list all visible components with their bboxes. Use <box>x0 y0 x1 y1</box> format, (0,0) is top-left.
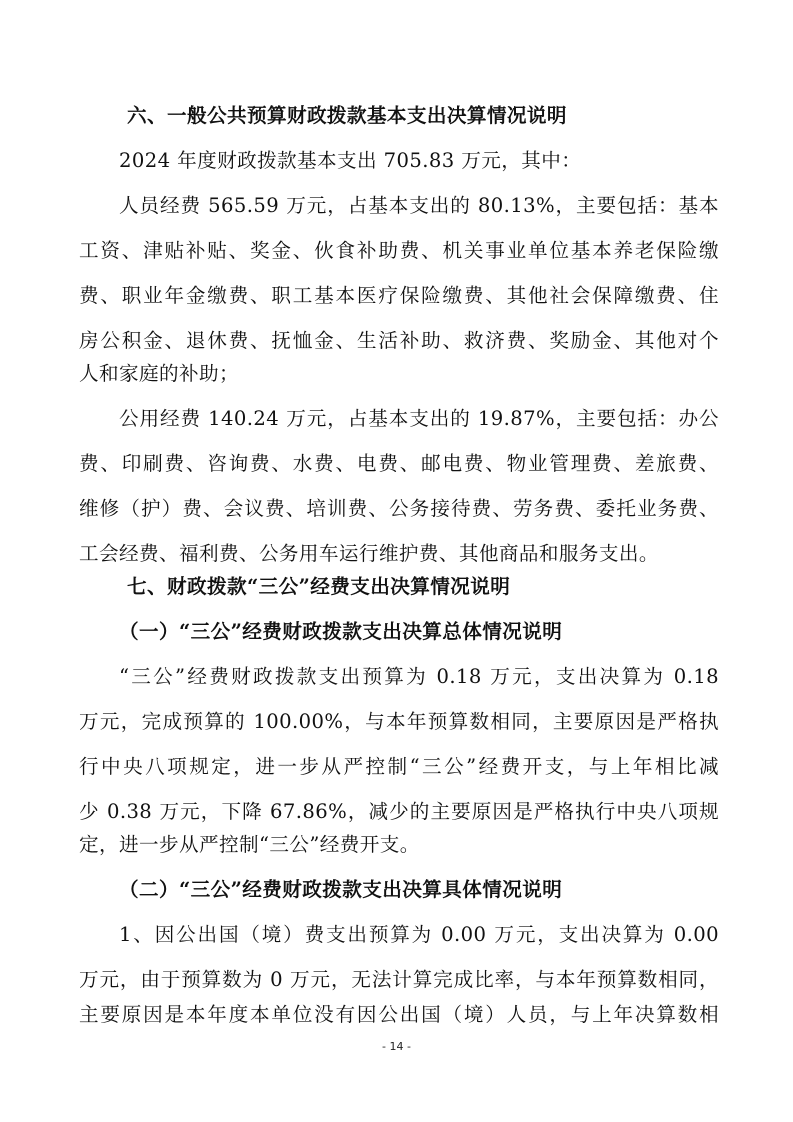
sub2-line-1: 1、因公出国（境）费支出预算为 0.00 万元，支出决算为 0.00 <box>119 923 719 946</box>
personnel-line-5: 人和家庭的补助； <box>79 362 239 385</box>
section-6-intro: 2024 年度财政拨款基本支出 705.83 万元，其中： <box>119 149 582 172</box>
personnel-line-1: 人员经费 565.59 万元，占基本支出的 80.13%，主要包括：基本 <box>119 194 719 217</box>
personnel-line-3: 费、职业年金缴费、职工基本医疗保险缴费、其他社会保障缴费、住 <box>79 284 719 307</box>
sub1-line-3: 行中央八项规定，进一步从严控制“三公”经费开支，与上年相比减 <box>79 755 719 778</box>
sub1-line-5: 定，进一步从严控制“三公”经费开支。 <box>79 833 420 856</box>
public-line-3: 维修（护）费、会议费、培训费、公务接待费、劳务费、委托业务费、 <box>79 497 719 520</box>
public-line-1: 公用经费 140.24 万元，占基本支出的 19.87%，主要包括：办公 <box>119 407 719 430</box>
sub1-line-2: 万元，完成预算的 100.00%，与本年预算数相同，主要原因是严格执 <box>79 710 719 733</box>
personnel-line-2: 工资、津贴补贴、奖金、伙食补助费、机关事业单位基本养老保险缴 <box>79 239 719 262</box>
sub2-line-3: 主要原因是本年度本单位没有因公出国（境）人员，与上年决算数相 <box>79 1003 719 1026</box>
public-line-2: 费、印刷费、咨询费、水费、电费、邮电费、物业管理费、差旅费、 <box>79 452 719 475</box>
section-7-sub1-heading: （一）“三公”经费财政拨款支出决算总体情况说明 <box>119 620 563 643</box>
public-line-4: 工会经费、福利费、公务用车运行维护费、其他商品和服务支出。 <box>79 542 659 565</box>
section-7-heading: 七、财政拨款“三公”经费支出决算情况说明 <box>127 575 511 598</box>
page-number: - 14 - <box>382 1040 411 1053</box>
sub1-line-4: 少 0.38 万元，下降 67.86%，减少的主要原因是严格执行中央八项规 <box>79 800 719 823</box>
sub2-line-2: 万元，由于预算数为 0 万元，无法计算完成比率，与本年预算数相同， <box>79 968 719 991</box>
section-7-sub2-heading: （二）“三公”经费财政拨款支出决算具体情况说明 <box>119 878 563 901</box>
section-6-heading: 六、一般公共预算财政拨款基本支出决算情况说明 <box>127 104 567 127</box>
personnel-line-4: 房公积金、退休费、抚恤金、生活补助、救济费、奖励金、其他对个 <box>79 329 719 352</box>
sub1-line-1: “三公”经费财政拨款支出预算为 0.18 万元，支出决算为 0.18 <box>119 665 719 688</box>
